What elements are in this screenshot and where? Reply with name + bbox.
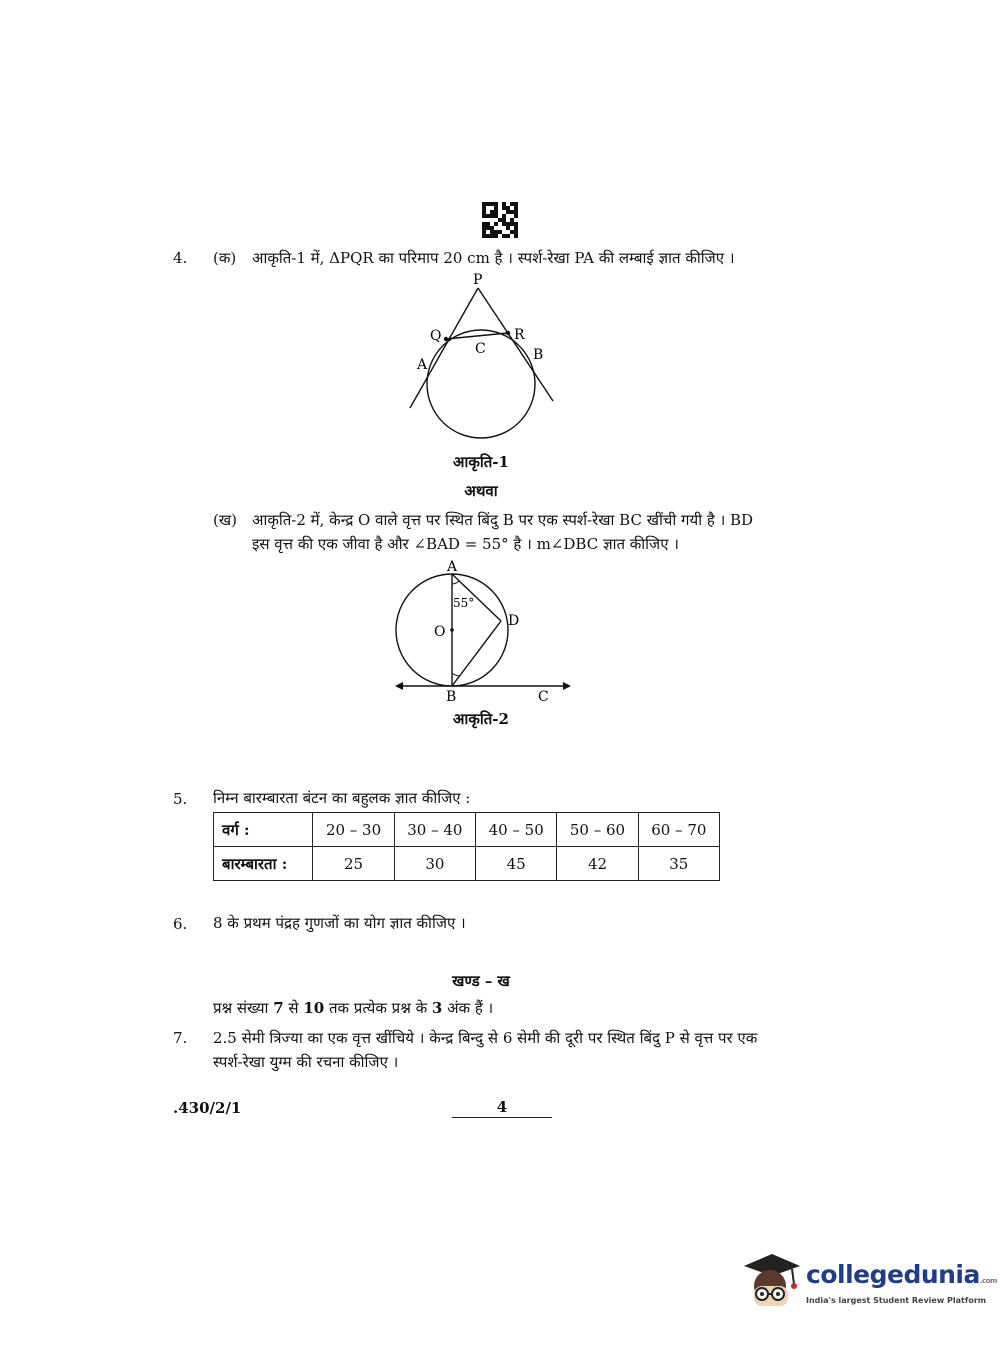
table-cell: 30 – 40 [394, 813, 475, 847]
frequency-table [213, 812, 720, 881]
table-cell: 42 [557, 847, 638, 881]
label-a: A [447, 559, 458, 575]
question-number: 4. [173, 249, 188, 267]
arrow-right-icon [563, 682, 571, 690]
question-number: 5. [173, 790, 188, 808]
angle-label: 55° [453, 596, 475, 610]
question-number: 6. [173, 915, 188, 933]
table-cell: 50 – 60 [557, 813, 638, 847]
angle-arc [452, 673, 460, 676]
instruction-text: अंक हैं । [442, 999, 494, 1017]
qr-code-icon [482, 202, 518, 238]
table-cell: 40 – 50 [476, 813, 557, 847]
label-c: C [538, 689, 549, 705]
figure-1 [380, 268, 600, 468]
page-number: 4 [496, 1098, 508, 1116]
point-r [506, 331, 510, 335]
mascot-graduate-icon [742, 1250, 802, 1312]
center-point [450, 628, 454, 632]
qr-module [514, 234, 518, 238]
label-b: B [533, 347, 544, 363]
table-cell: 35 [638, 847, 719, 881]
section-instruction [213, 997, 493, 1019]
brand-suffix: .com [979, 1277, 997, 1285]
question-text: निम्न बारम्बारता बंटन का बहुलक ज्ञात कीजिए : [213, 789, 471, 807]
question-text: आकृति-2 में, केन्द्र O वाले वृत्त पर स्थित बिंदु B पर एक स्पर्श-रेखा BC खींची गयी है । BD [252, 511, 754, 529]
instruction-text: तक प्रत्येक प्रश्न के [324, 999, 432, 1017]
label-p: P [473, 272, 483, 288]
label-a: A [417, 357, 428, 373]
brand-tagline: India's largest Student Review Platform [806, 1296, 987, 1305]
table-header: बारम्बारता : [214, 847, 313, 881]
brand-name: collegedunia [806, 1260, 980, 1289]
question-text: 8 के प्रथम पंद्रह गुणजों का योग ज्ञात कीजिए । [213, 914, 466, 932]
question-text: आकृति-1 में, ΔPQR का परिमाप 20 cm है । स्पर्श-रेखा PA की लम्बाई ज्ञात कीजिए । [252, 249, 735, 267]
part-a-label: (क) [213, 249, 237, 267]
question-text: 2.5 सेमी त्रिज्या का एक वृत्त खींचिये । केन्द्र बिन्दु से 6 सेमी की दूरी पर स्थित बिंदु P से वृत्त पर एक [213, 1029, 758, 1047]
table-row [214, 847, 720, 881]
point-q [444, 337, 448, 341]
question-text: इस वृत्त की एक जीवा है और ∠BAD = 55° है । m∠DBC ज्ञात कीजिए । [252, 535, 679, 553]
label-d: D [508, 613, 520, 629]
instruction-text: प्रश्न संख्या [213, 999, 274, 1017]
label-r: R [514, 327, 525, 343]
figure-2 [385, 555, 585, 705]
table-header: वर्ग : [214, 813, 313, 847]
table-cell: 20 – 30 [313, 813, 394, 847]
table-cell: 45 [476, 847, 557, 881]
arrow-left-icon [395, 682, 403, 690]
label-b: B [446, 689, 457, 705]
label-c: C [475, 341, 486, 357]
question-number: 7. [173, 1029, 188, 1047]
instruction-number: 3 [431, 999, 443, 1017]
label-o: O [434, 624, 446, 640]
instruction-number: 10 [303, 999, 325, 1017]
or-text: अथवा [464, 482, 498, 500]
footer-rule [452, 1117, 552, 1118]
figure-1-caption: आकृति-1 [453, 453, 509, 471]
part-b-label: (ख) [213, 511, 237, 529]
table-cell: 60 – 70 [638, 813, 719, 847]
instruction-number: 7 [273, 999, 284, 1017]
tangent-line-pb [478, 288, 553, 401]
table-cell: 25 [313, 847, 394, 881]
section-title: खण्ड – ख [452, 972, 510, 990]
table-row [214, 813, 720, 847]
label-q: Q [430, 328, 442, 344]
tangent-line-pa [410, 288, 478, 408]
collegedunia-watermark [742, 1250, 997, 1320]
instruction-text: से [283, 999, 304, 1017]
question-text: स्पर्श-रेखा युग्म की रचना कीजिए । [213, 1053, 399, 1071]
angle-arc [452, 581, 459, 584]
paper-code: .430/2/1 [173, 1099, 242, 1117]
figure-2-caption: आकृति-2 [453, 710, 509, 728]
table-cell: 30 [394, 847, 475, 881]
